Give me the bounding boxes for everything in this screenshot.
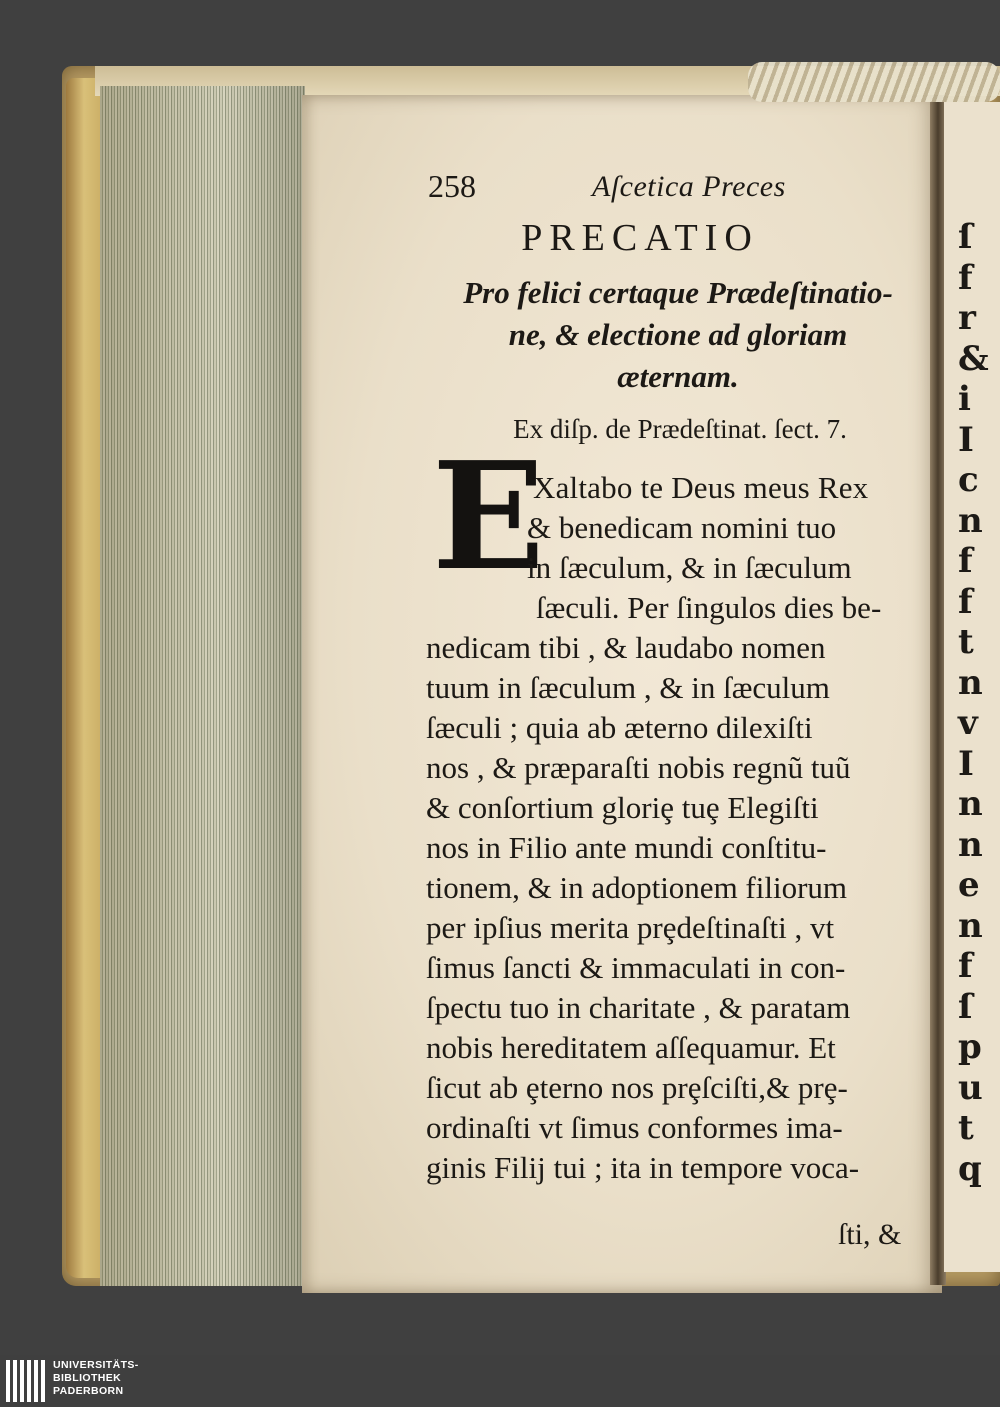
next-page-letter: ſ xyxy=(958,217,973,257)
body-line: in ſæculum, & in ſæculum xyxy=(527,550,852,585)
body-line: ordinaſti vt ſimus conformes ima- xyxy=(426,1110,843,1145)
next-page-letter: f xyxy=(958,257,973,298)
catchword: ſti, & xyxy=(838,1218,902,1251)
body-line: tuum in ſæculum , & in ſæculum xyxy=(426,670,830,705)
body-line: tionem, & in adoptionem filiorum xyxy=(426,870,848,905)
library-name-line: BIBLIOTHEK xyxy=(53,1372,122,1384)
body-line: ſpectu tuo in charitate , & paratam xyxy=(426,990,851,1025)
next-page-letter: v xyxy=(958,703,978,743)
next-page-letter: f xyxy=(958,541,973,581)
prayer-title: PRECATIO xyxy=(521,217,759,259)
next-page-letter: I xyxy=(958,419,974,460)
body-line: & benedicam nomini tuo xyxy=(527,510,837,545)
library-name-line: PADERBORN xyxy=(53,1385,124,1397)
running-head xyxy=(428,168,848,208)
drop-capital: E xyxy=(432,429,545,603)
body-line: ginis Filij tui ; ita in tempore voca- xyxy=(426,1150,860,1185)
page-number: 258 xyxy=(428,168,476,204)
footer-bar xyxy=(0,1355,1000,1407)
subtitle-line: Pro felici certaque Prædeſtinatio- xyxy=(463,275,893,310)
library-name-line: UNIVERSITÄTS- xyxy=(53,1359,139,1371)
body-line: Xaltabo te Deus meus Rex xyxy=(533,470,869,505)
next-page-letter: f xyxy=(958,581,973,622)
next-page-letter: i xyxy=(958,379,971,419)
body-line: ſimus ſancti & immaculati in con- xyxy=(426,950,846,985)
next-page-letter: e xyxy=(958,865,980,905)
body-line: ſicut ab ȩterno nos prȩſciſti,& prȩ- xyxy=(426,1070,848,1105)
next-page-letter: n xyxy=(958,905,983,946)
body-line: nos in Filio ante mundi conſtitu- xyxy=(426,830,827,865)
prayer-subtitle xyxy=(418,272,938,398)
next-page-letter: & xyxy=(958,338,989,379)
next-page-letter: n xyxy=(958,784,983,824)
body-line: nobis hereditatem aſſequamur. Et xyxy=(426,1030,836,1065)
next-page-letter: n xyxy=(958,824,983,865)
subtitle-line: ne, & electione ad gloriam xyxy=(508,317,848,352)
library-logo-icon xyxy=(6,1360,46,1402)
next-page-letter: ſ xyxy=(958,986,973,1027)
page-edges xyxy=(100,86,305,1286)
next-page-letter: t xyxy=(958,1108,974,1148)
next-page-letter: f xyxy=(958,946,973,986)
next-page-edge xyxy=(944,102,1000,1272)
body-line: nos , & præparaſti nobis regnũ tuũ xyxy=(426,750,851,785)
next-page-letter: n xyxy=(958,500,983,541)
next-page-letter: c xyxy=(958,460,979,500)
subtitle-line: æternam. xyxy=(617,359,739,394)
body-line: ſæculi ; quia ab æterno dilexiſti xyxy=(426,710,813,745)
body-line: & conſortium gloriȩ tuȩ Elegiſti xyxy=(426,790,819,825)
body-line: ſæculi. Per ſingulos dies be- xyxy=(536,590,882,625)
source-reference: Ex diſp. de Prædeſtinat. ſect. 7. xyxy=(513,414,847,444)
body-line: per ipſius merita prȩdeſtinaſti , vt xyxy=(426,910,835,945)
bookmark-string xyxy=(748,62,1000,102)
next-page-letter: I xyxy=(958,743,974,784)
library-name xyxy=(53,1359,139,1398)
next-page-letter: t xyxy=(958,622,974,662)
running-title: Aſcetica Preces xyxy=(592,170,786,203)
next-page-letter: n xyxy=(958,662,983,703)
next-page-letter: r xyxy=(958,298,976,338)
next-page-letter: p xyxy=(958,1027,982,1067)
body-line: nedicam tibi , & laudabo nomen xyxy=(426,630,826,665)
next-page-letter: q xyxy=(958,1148,982,1189)
next-page-letter: u xyxy=(958,1067,983,1108)
